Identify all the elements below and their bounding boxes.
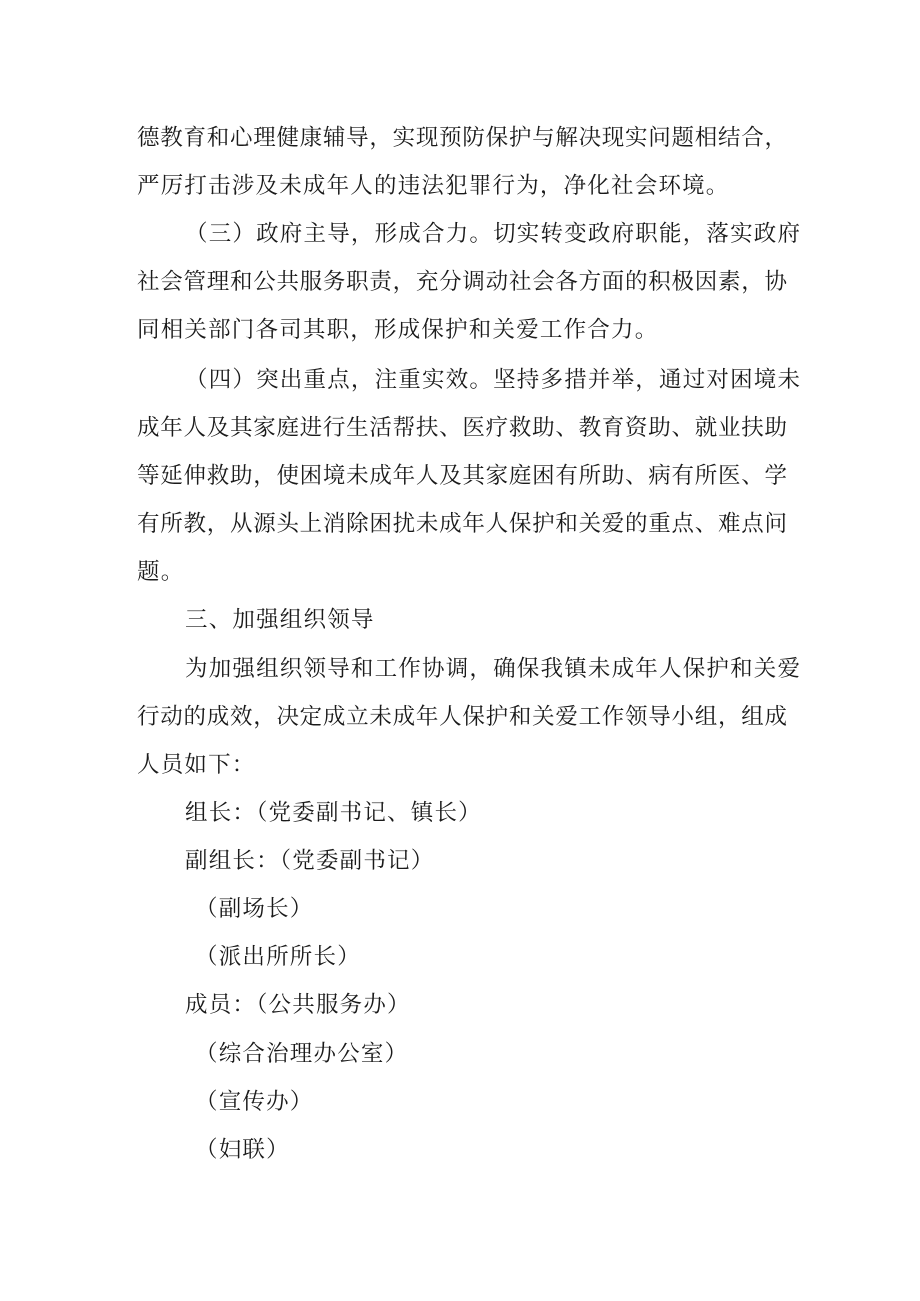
roster-leader: 组长：（党委副书记、镇长） — [185, 800, 482, 826]
paragraph-line: 德教育和心理健康辅导，实现预防保护与解决现实问题相结合， — [137, 125, 787, 151]
paragraph-line: 社会管理和公共服务职责，充分调动社会各方面的积极因素，协 — [137, 269, 787, 295]
paragraph-line: 严厉打击涉及未成年人的违法犯罪行为，净化社会环境。 — [137, 173, 730, 199]
paragraph-line: 为加强组织领导和工作协调，确保我镇未成年人保护和关爱 — [185, 656, 802, 682]
paragraph-line: （四）突出重点，注重实效。坚持多措并举，通过对困境未 — [185, 367, 802, 393]
roster-deputy-leader: 副组长：（党委副书记） — [185, 848, 435, 874]
paragraph-line: 行动的成效，决定成立未成年人保护和关爱工作领导小组，组成 — [137, 704, 787, 730]
roster-member-item: （宣传办） — [195, 1089, 314, 1115]
roster-deputy-item: （派出所所长） — [195, 944, 361, 970]
paragraph-line: 成年人及其家庭进行生活帮扶、医疗救助、教育资助、就业扶助 — [137, 415, 787, 441]
paragraph-line: （三）政府主导，形成合力。切实转变政府职能，落实政府 — [185, 221, 802, 247]
paragraph-line: 同相关部门各司其职，形成保护和关爱工作合力。 — [137, 317, 659, 343]
roster-deputy-item: （副场长） — [195, 896, 314, 922]
roster-members: 成员：（公共服务办） — [185, 992, 411, 1018]
paragraph-line: 题。 — [137, 559, 185, 585]
paragraph-line: 有所教，从源头上消除困扰未成年人保护和关爱的重点、难点问 — [137, 511, 787, 537]
roster-member-item: （妇联） — [195, 1137, 290, 1163]
roster-member-item: （综合治理办公室） — [195, 1041, 409, 1067]
paragraph-line: 等延伸救助，使困境未成年人及其家庭困有所助、病有所医、学 — [137, 463, 787, 489]
section-heading: 三、加强组织领导 — [185, 607, 375, 633]
paragraph-line: 人员如下： — [137, 752, 256, 778]
